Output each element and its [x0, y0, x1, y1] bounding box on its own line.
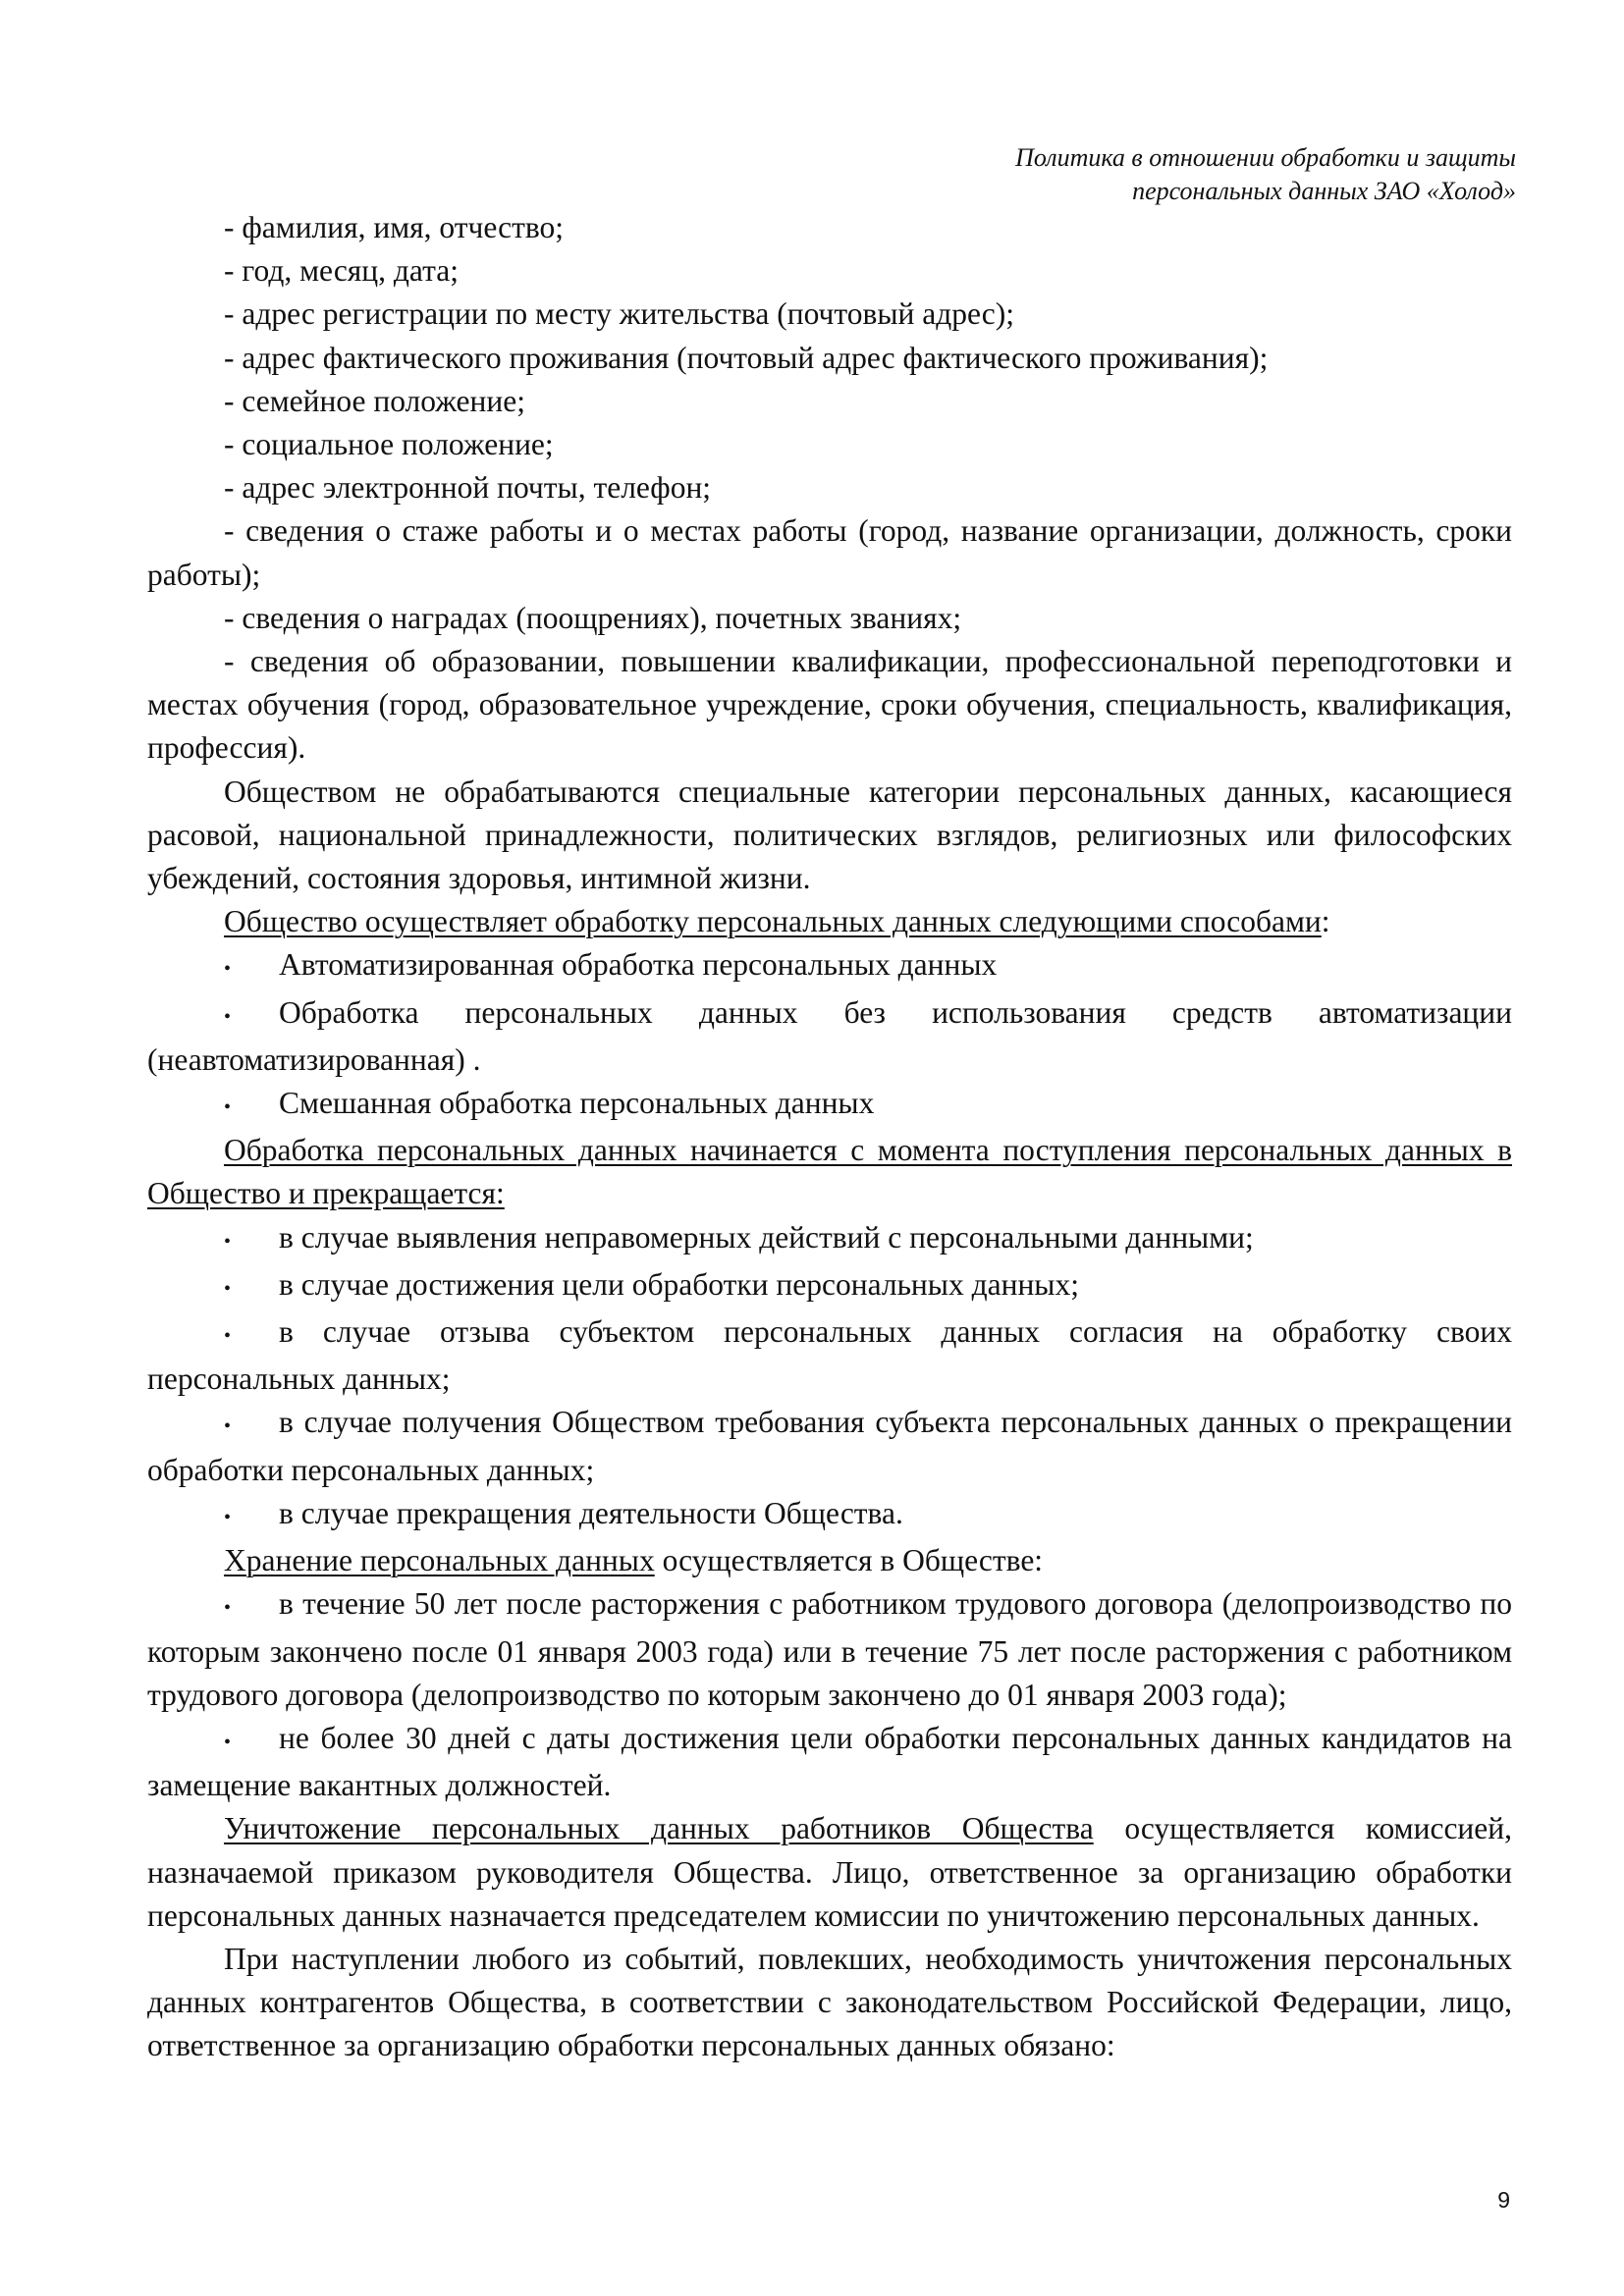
- special-categories-paragraph: Обществом не обрабатываются специальные категории персональных данных, касающиеся расовой, национальной принадлежности, политических взглядов, религиозных или философских убеждений, состояния здоровья, интимной жизни.: [147, 774, 1512, 896]
- start-stop-list-item: [147, 1216, 1512, 1263]
- data-item: - сведения о стаже работы и о местах работы (город, название организации, должность, сроки работы);: [147, 513, 1512, 592]
- running-header: [632, 141, 1516, 208]
- storage-list-item: [147, 1717, 1512, 1807]
- page-number: 9: [1497, 2187, 1510, 2213]
- document-body: [147, 206, 1512, 2068]
- storage-list-item: [147, 1582, 1512, 1717]
- destruction-heading: Уничтожение персональных данных работников Общества: [224, 1811, 1094, 1846]
- start-stop-item-text: в случае отзыва субъектом персональных данных согласия на обработку своих персональных данных;: [147, 1314, 1512, 1397]
- bullet-icon: •: [224, 1277, 232, 1300]
- header-line-2: персональных данных ЗАО «Холод»: [1132, 177, 1516, 205]
- start-stop-item-text: в случае получения Обществом требования субъекта персональных данных о прекращении обработки персональных данных;: [147, 1405, 1512, 1487]
- data-item: - адрес регистрации по месту жительства (почтовый адрес);: [224, 296, 1014, 332]
- methods-item-text: Смешанная обработка персональных данных: [279, 1086, 875, 1121]
- data-item: - сведения об образовании, повышении квалификации, профессиональной переподготовки и местах обучения (город, образовательное учреждение, сроки обучения, специальность, квалификация, профессия).: [147, 644, 1512, 766]
- start-stop-item-text: в случае достижения цели обработки персональных данных;: [279, 1266, 1079, 1302]
- methods-list-item: [147, 943, 1512, 990]
- header-line-1: Политика в отношении обработки и защиты: [1015, 143, 1516, 172]
- methods-item-text: Обработка персональных данных без использования средств автоматизации (неавтоматизированная) .: [147, 994, 1512, 1077]
- data-item: - сведения о наградах (поощрениях), почетных званиях;: [224, 600, 962, 635]
- start-stop-item-text: в случае выявления неправомерных действий с персональными данными;: [279, 1219, 1254, 1255]
- start-stop-item-text: в случае прекращения деятельности Общества.: [279, 1495, 903, 1530]
- storage-heading-paragraph: [147, 1539, 1512, 1582]
- bullet-icon: •: [224, 1325, 232, 1348]
- bullet-icon: •: [224, 1415, 232, 1438]
- bullet-icon: •: [224, 1005, 232, 1028]
- methods-item-text: Автоматизированная обработка персональных данных: [279, 947, 998, 983]
- start-stop-list-item: [147, 1401, 1512, 1491]
- data-item: - год, месяц, дата;: [224, 253, 459, 289]
- data-item: - семейное положение;: [224, 383, 525, 418]
- storage-item-text: не более 30 дней с даты достижения цели обработки персональных данных кандидатов на замещение вакантных должностей.: [147, 1720, 1512, 1803]
- start-stop-list-item: [147, 1310, 1512, 1401]
- bullet-icon: •: [224, 1731, 232, 1753]
- start-stop-heading: Обработка персональных данных начинается с момента поступления персональных данных в Общество и прекращается:: [147, 1133, 1512, 1211]
- destruction-heading-tail: осуществляется комиссией, назначаемой приказом руководителя Общества. Лицо, ответственное за организацию обработки персональных данных назначается председателем комиссии по уничтожению персональных данных.: [147, 1811, 1512, 1933]
- methods-heading-paragraph: [147, 900, 1512, 943]
- storage-item-text: в течение 50 лет после расторжения с работником трудового договора (делопроизводство по которым закончено после 01 января 2003 года) или в течение 75 лет после расторжения с работником трудового договора (делопроизводство по которым закончено до 01 января 2003 года);: [147, 1586, 1512, 1712]
- start-stop-list-item: [147, 1263, 1512, 1310]
- methods-heading: Общество осуществляет обработку персональных данных следующими способами: [224, 904, 1322, 939]
- start-stop-heading-paragraph: [147, 1129, 1512, 1215]
- storage-heading: Хранение персональных данных: [224, 1543, 655, 1578]
- bullet-icon: •: [224, 958, 232, 981]
- methods-list-item: [147, 991, 1512, 1082]
- destruction-paragraph: [147, 1807, 1512, 1938]
- bullet-icon: •: [224, 1506, 232, 1528]
- data-item: - социальное положение;: [224, 427, 554, 462]
- final-paragraph: При наступлении любого из событий, повлекших, необходимость уничтожения персональных данных контрагентов Общества, в соответствии с законодательством Российской Федерации, лицо, ответственное за организацию обработки персональных данных обязано:: [147, 1941, 1512, 2063]
- start-stop-list-item: [147, 1492, 1512, 1539]
- storage-heading-tail: осуществляется в Обществе:: [654, 1543, 1044, 1578]
- bullet-icon: •: [224, 1597, 232, 1620]
- data-item: - адрес фактического проживания (почтовый адрес фактического проживания);: [224, 340, 1269, 375]
- methods-list-item: [147, 1082, 1512, 1129]
- methods-heading-tail: :: [1321, 904, 1330, 939]
- bullet-icon: •: [224, 1096, 232, 1119]
- data-item: - адрес электронной почты, телефон;: [224, 470, 712, 506]
- bullet-icon: •: [224, 1230, 232, 1253]
- data-item: - фамилия, имя, отчество;: [224, 210, 565, 244]
